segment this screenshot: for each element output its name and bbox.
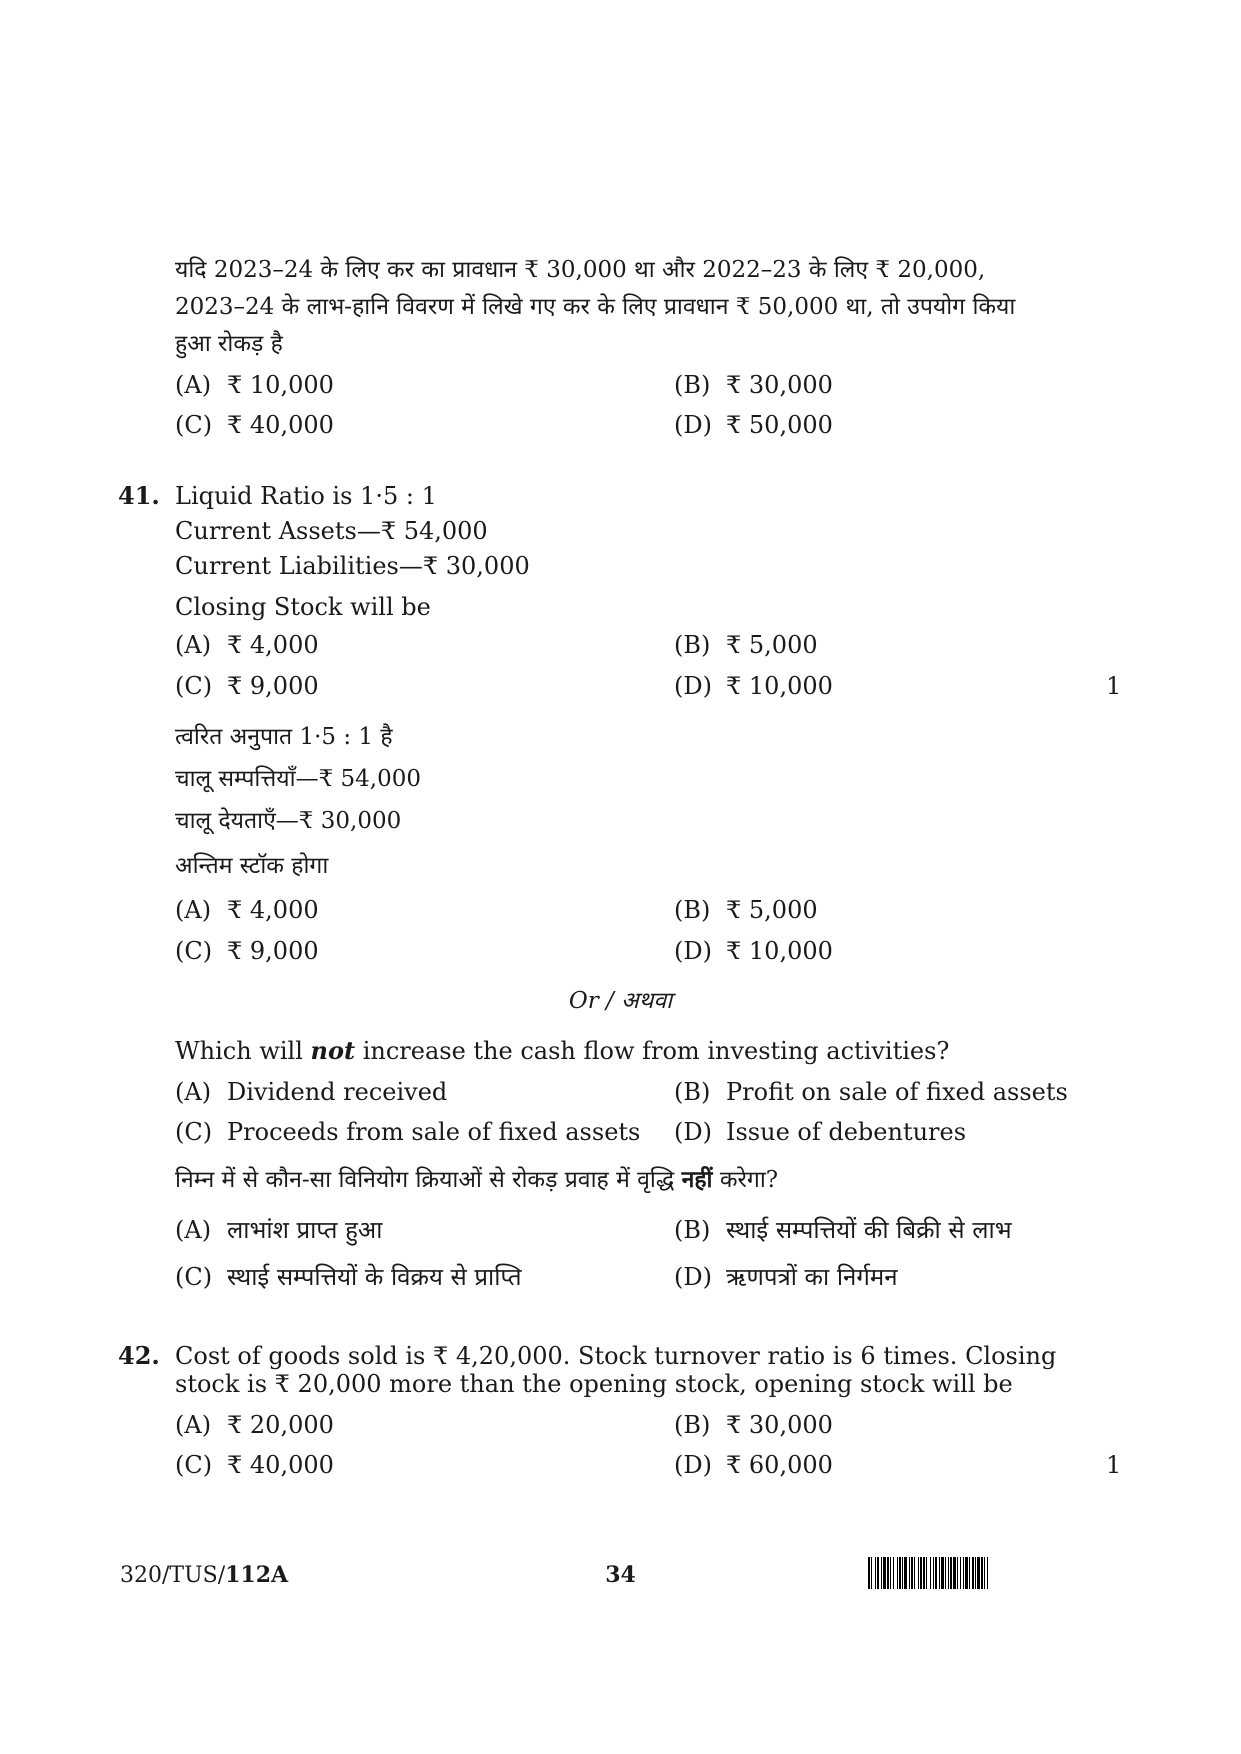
q42-option-c: (C) ₹ 40,000 (175, 1451, 334, 1479)
q41-alt-hindi-option-d: (D) ऋणपत्रों का निर्गमन (674, 1263, 898, 1291)
q40-hindi-line-2: 2023–24 के लाभ-हानि विवरण में लिखे गए कर के लिए प्रावधान ₹ 50,000 था, तो उपयोग किया (175, 294, 1016, 320)
barcode-icon (868, 1557, 1120, 1589)
q42-line-1: Cost of goods sold is ₹ 4,20,000. Stock turnover ratio is 6 times. Closing (175, 1342, 1057, 1370)
q41-alt-option-a: (A) Dividend received (175, 1078, 448, 1106)
q41-alt-option-d: (D) Issue of debentures (674, 1118, 967, 1146)
q41-alt-english-question: Which will not increase the cash flow from investing activities? (175, 1036, 950, 1065)
or-separator: Or / अथवा (568, 988, 673, 1014)
q40-option-d: (D) ₹ 50,000 (674, 411, 833, 439)
q42-number: 42. (118, 1341, 160, 1370)
q41-hindi-line-1: त्वरित अनुपात 1·5 : 1 है (175, 724, 393, 750)
q40-option-b: (B) ₹ 30,000 (674, 371, 833, 399)
q40-option-c: (C) ₹ 40,000 (175, 411, 334, 439)
q41-english-line-3: Current Liabilities—₹ 30,000 (175, 552, 530, 580)
page-number: 34 (605, 1562, 636, 1588)
q40-hindi-line-3: हुआ रोकड़ है (175, 331, 283, 357)
q41-alt-hindi-option-b: (B) स्थाई सम्पत्तियों की बिक्री से लाभ (674, 1216, 1012, 1244)
q42-option-d: (D) ₹ 60,000 (674, 1451, 833, 1479)
q41-english-line-2: Current Assets—₹ 54,000 (175, 517, 488, 545)
q41-alt-option-c: (C) Proceeds from sale of fixed assets (175, 1118, 641, 1146)
q41-option-a: (A) ₹ 4,000 (175, 631, 319, 659)
q41-english-line-1: Liquid Ratio is 1·5 : 1 (175, 482, 437, 510)
q42-marks: 1 (1106, 1451, 1122, 1479)
q41-alt-hindi-option-c: (C) स्थाई सम्पत्तियों के विक्रय से प्राप्ति (175, 1263, 522, 1291)
q42-line-2: stock is ₹ 20,000 more than the opening stock, opening stock will be (175, 1370, 1013, 1398)
q41-hindi-line-3: चालू देयताएँ—₹ 30,000 (175, 808, 402, 834)
q41-alt-hindi-question: निम्न में से कौन-सा विनियोग क्रियाओं से रोकड़ प्रवाह में वृद्धि नहीं करेगा? (175, 1166, 779, 1193)
paper-code: 320/TUS/112A (120, 1562, 289, 1588)
q41-option-c: (C) ₹ 9,000 (175, 672, 319, 700)
q41-hindi-line-2: चालू सम्पत्तियाँ—₹ 54,000 (175, 766, 421, 792)
q41-alt-option-b: (B) Profit on sale of fixed assets (674, 1078, 1068, 1106)
q41-number: 41. (118, 481, 160, 510)
q41-english-line-4: Closing Stock will be (175, 593, 431, 621)
q40-hindi-line-1: यदि 2023–24 के लिए कर का प्रावधान ₹ 30,000 था और 2022–23 के लिए ₹ 20,000, (175, 257, 986, 283)
q41-hindi-option-b: (B) ₹ 5,000 (674, 896, 818, 924)
q41-hindi-option-c: (C) ₹ 9,000 (175, 937, 319, 965)
q41-marks: 1 (1106, 672, 1122, 700)
q41-alt-hindi-option-a: (A) लाभांश प्राप्त हुआ (175, 1216, 383, 1244)
q41-hindi-option-d: (D) ₹ 10,000 (674, 937, 833, 965)
q42-option-a: (A) ₹ 20,000 (175, 1411, 334, 1439)
q42-option-b: (B) ₹ 30,000 (674, 1411, 833, 1439)
q41-hindi-option-a: (A) ₹ 4,000 (175, 896, 319, 924)
q41-hindi-line-4: अन्तिम स्टॉक होगा (175, 853, 329, 879)
q40-option-a: (A) ₹ 10,000 (175, 371, 334, 399)
q41-option-b: (B) ₹ 5,000 (674, 631, 818, 659)
q41-option-d: (D) ₹ 10,000 (674, 672, 833, 700)
